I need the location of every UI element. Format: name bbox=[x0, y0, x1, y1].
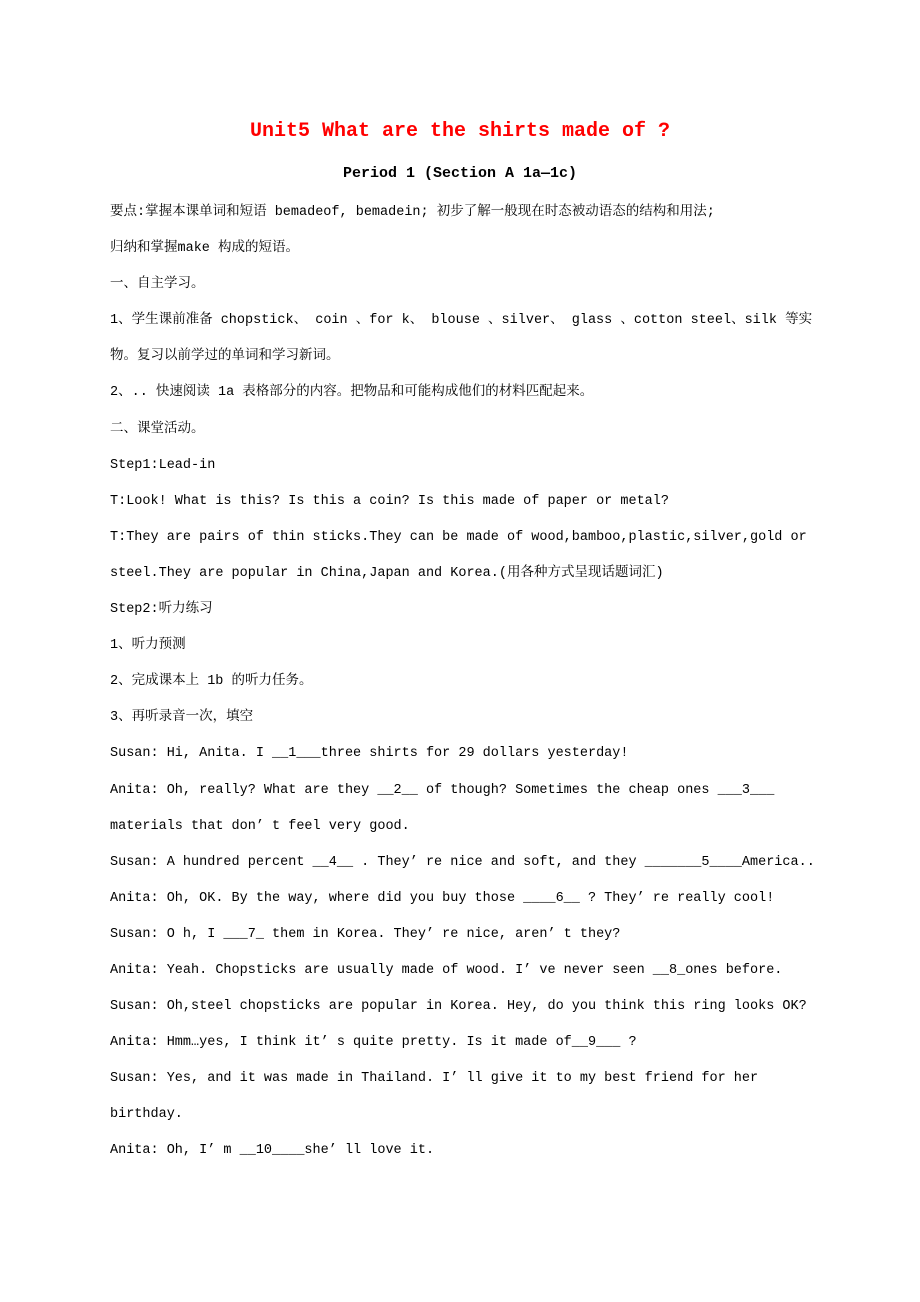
text-line: Anita: Oh, I’ m __10____she’ ll love it. bbox=[110, 1143, 435, 1159]
text-line: Susan: O h, I ___7_ them in Korea. They’ re nice, aren’ t they? bbox=[110, 926, 621, 942]
text-line: 二、课堂活动。 bbox=[110, 421, 205, 437]
text-line: Anita: Yeah. Chopsticks are usually made of wood. I’ ve never seen __8_ones before. bbox=[110, 962, 783, 978]
page-title: Unit5 What are the shirts made of ? bbox=[249, 120, 671, 143]
text-line: 3、再听录音一次，填空 bbox=[110, 710, 254, 726]
text-line: 物。复习以前学过的单词和学习新词。 bbox=[110, 349, 340, 365]
document-body bbox=[110, 203, 820, 1178]
text-line: 一、自主学习。 bbox=[110, 277, 205, 293]
text-line: 归纳和掌握make 构成的短语。 bbox=[110, 241, 300, 257]
text-line: Anita: Hmm…yes, I think it’ s quite pretty. Is it made of__9___ ? bbox=[110, 1035, 637, 1051]
text-line: 1、学生课前准备 chopstick、 coin 、for k、 blouse 、silver、 glass 、cotton steel、silk 等实 bbox=[110, 313, 813, 329]
text-line: T:They are pairs of thin sticks.They can be made of wood,bamboo,plastic,silver,gold or bbox=[110, 529, 807, 545]
page-subtitle: Period 1 (Section A 1a—1c) bbox=[342, 165, 578, 182]
text-line: 2、.. 快速阅读 1a 表格部分的内容。把物品和可能构成他们的材料匹配起来。 bbox=[110, 385, 594, 401]
text-line: Step2:听力练习 bbox=[110, 602, 213, 618]
text-line: 2、完成课本上 1b 的听力任务。 bbox=[110, 674, 313, 690]
text-line: Susan: Yes, and it was made in Thailand. I’ ll give it to my best friend for her bbox=[110, 1071, 759, 1087]
text-line: 1、听力预测 bbox=[110, 638, 186, 654]
text-line: steel.They are popular in China,Japan and Korea.(用各种方式呈现话题词汇) bbox=[110, 565, 664, 581]
text-line: T:Look! What is this? Is this a coin? Is this made of paper or metal? bbox=[110, 493, 669, 509]
text-line: Susan: Hi, Anita. I __1___three shirts for 29 dollars yesterday! bbox=[110, 746, 629, 762]
text-line: Anita: Oh, really? What are they __2__ of though? Sometimes the cheap ones ___3___ bbox=[110, 782, 775, 798]
text-line: Susan: A hundred percent __4__ . They’ re nice and soft, and they _______5____America.. bbox=[110, 854, 815, 870]
text-line: Susan: Oh,steel chopsticks are popular in Korea. Hey, do you think this ring looks OK? bbox=[110, 999, 807, 1015]
text-line: birthday. bbox=[110, 1107, 183, 1123]
text-line: materials that don’ t feel very good. bbox=[110, 818, 410, 834]
text-line: Anita: Oh, OK. By the way, where did you buy those ____6__ ? They’ re really cool! bbox=[110, 890, 775, 906]
text-line: 要点:掌握本课单词和短语 bemadeof, bemadein; 初步了解一般现在时态被动语态的结构和用法; bbox=[110, 205, 715, 220]
text-line: Step1:Lead-in bbox=[110, 457, 216, 473]
